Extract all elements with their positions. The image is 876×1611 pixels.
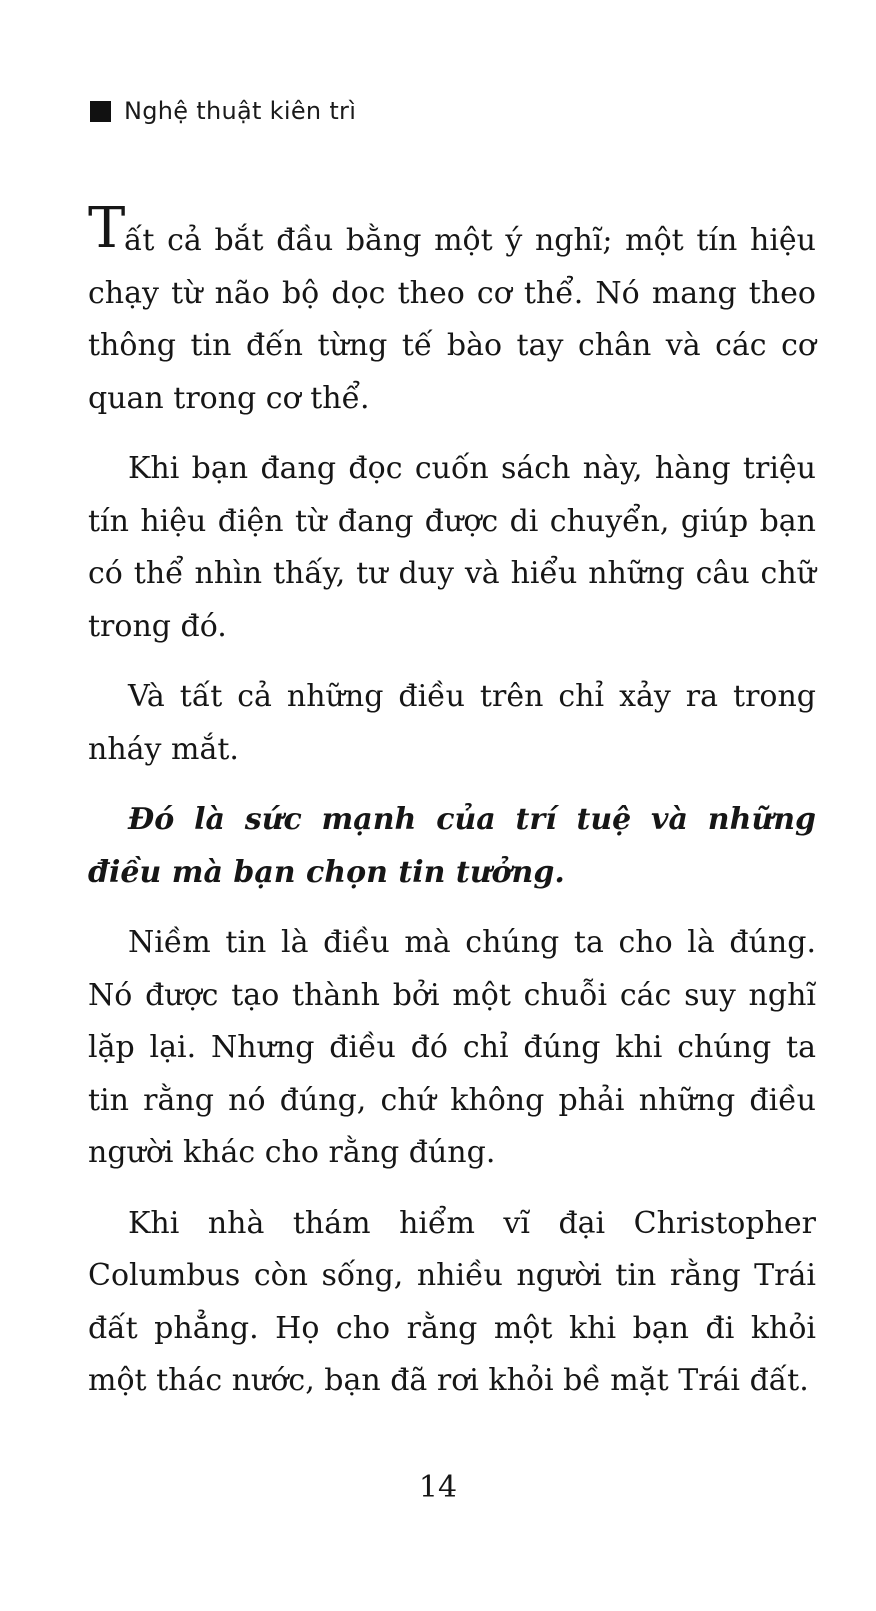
book-title: Nghệ thuật kiên trì (124, 97, 357, 125)
paragraph-2: Khi bạn đang đọc cuốn sách này, hàng triệu tín hiệu điện từ đang được di chuyển, giúp bạn có thể nhìn thấy, tư duy và hiểu những câu chữ trong đó. (88, 451, 816, 644)
paragraph-3: Và tất cả những điều trên chỉ xảy ra trong nháy mắt. (88, 679, 816, 767)
paragraph-5: Niềm tin là điều mà chúng ta cho là đúng. Nó được tạo thành bởi một chuỗi các suy nghĩ lặp lại. Nhưng điều đó chỉ đúng khi chúng ta tin rằng nó đúng, chứ không phải những điều người khác cho rằng đúng. (88, 925, 816, 1170)
running-header (90, 97, 356, 125)
paragraph-6: Khi nhà thám hiểm vĩ đại Christopher Columbus còn sống, nhiều người tin rằng Trái đất phẳng. Họ cho rằng một khi bạn đi khỏi một thác nước, bạn đã rơi khỏi bề mặt Trái đất. (88, 1205, 816, 1398)
drop-cap: T (88, 196, 126, 261)
paragraph-1-text: ất cả bắt đầu bằng một ý nghĩ; một tín hiệu chạy từ não bộ dọc theo cơ thể. Nó mang theo thông tin đến từng tế bào tay chân và các cơ quan trong cơ thể. (88, 223, 816, 416)
page-number: 14 (418, 1470, 458, 1505)
emphasis-paragraph: Đó là sức mạnh của trí tuệ và những điều mà bạn chọn tin tưởng. (88, 802, 816, 890)
square-bullet-icon (90, 101, 111, 122)
paragraph-1 (88, 196, 816, 425)
page-body (88, 196, 816, 1426)
